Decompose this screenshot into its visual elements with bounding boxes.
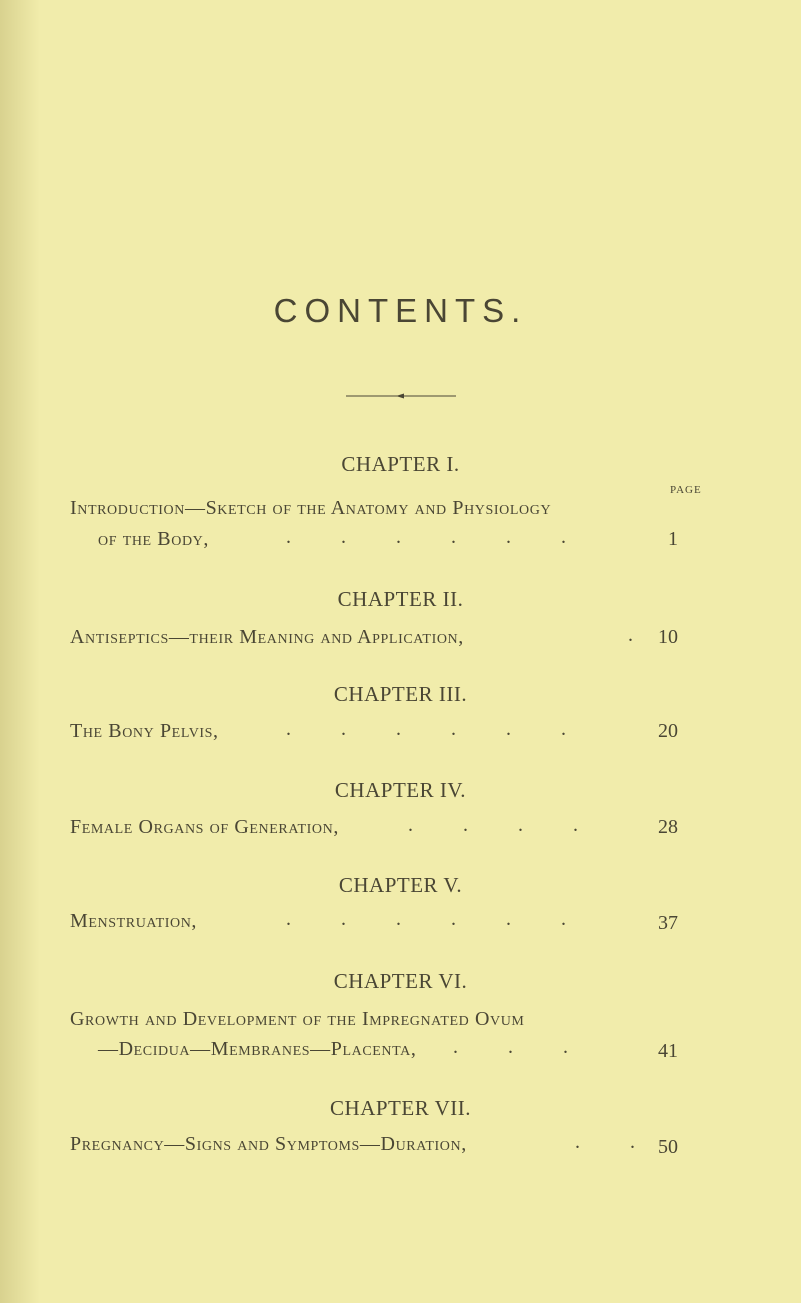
chapter-1-leader-dots: . . . . . . (286, 526, 566, 548)
chapter-3-entry-line-1: The Bony Pelvis, (70, 720, 219, 742)
chapter-3-title: CHAPTER III. (333, 682, 468, 706)
chapter-6-leader-dots: . . . (453, 1036, 568, 1058)
chapter-4-leader-dots: . . . . (408, 814, 578, 836)
chapter-4-title: CHAPTER IV. (334, 778, 467, 802)
chapter-5-title: CHAPTER V. (338, 873, 463, 897)
ornament-divider (346, 391, 456, 401)
chapter-6-entry-line-1: Growth and Development of the Impregnated Ovum (70, 1008, 525, 1030)
page-column-label: PAGE (670, 484, 702, 496)
chapter-1-entry-line-2: of the Body, (98, 528, 209, 550)
chapter-1-page-number: 1 (668, 528, 678, 550)
chapter-2-page-number: 10 (658, 626, 678, 648)
chapter-1-entry-line-1: Introduction—Sketch of the Anatomy and Physiology (70, 497, 552, 519)
chapter-4-entry-line-1: Female Organs of Generation, (70, 816, 339, 838)
chapter-5-leader-dots: . . . . . . (286, 908, 566, 930)
chapter-7-entry-line-1: Pregnancy—Signs and Symptoms—Duration, (70, 1133, 467, 1155)
chapter-1-title: CHAPTER I. (341, 452, 460, 476)
chapter-3-page-number: 20 (658, 720, 678, 742)
chapter-6-entry-line-2: —Decidua—Membranes—Placenta, (98, 1038, 417, 1060)
chapter-5-page-number: 37 (658, 912, 678, 934)
chapter-5-entry-line-1: Menstruation, (70, 910, 198, 932)
chapter-7-title: CHAPTER VII. (330, 1096, 471, 1120)
contents-heading: CONTENTS. (273, 292, 528, 329)
chapter-2-title: CHAPTER II. (337, 587, 464, 611)
chapter-2-entry-line-1: Antiseptics—their Meaning and Application, (70, 626, 464, 648)
chapter-6-title: CHAPTER VI. (333, 969, 468, 993)
chapter-4-page-number: 28 (658, 816, 678, 838)
chapter-3-leader-dots: . . . . . . (286, 718, 566, 740)
chapter-7-page-number: 50 (658, 1136, 678, 1158)
chapter-6-page-number: 41 (658, 1040, 678, 1062)
chapter-7-leader-dots: . . (575, 1131, 635, 1153)
chapter-2-leader-dots: . (628, 624, 633, 646)
